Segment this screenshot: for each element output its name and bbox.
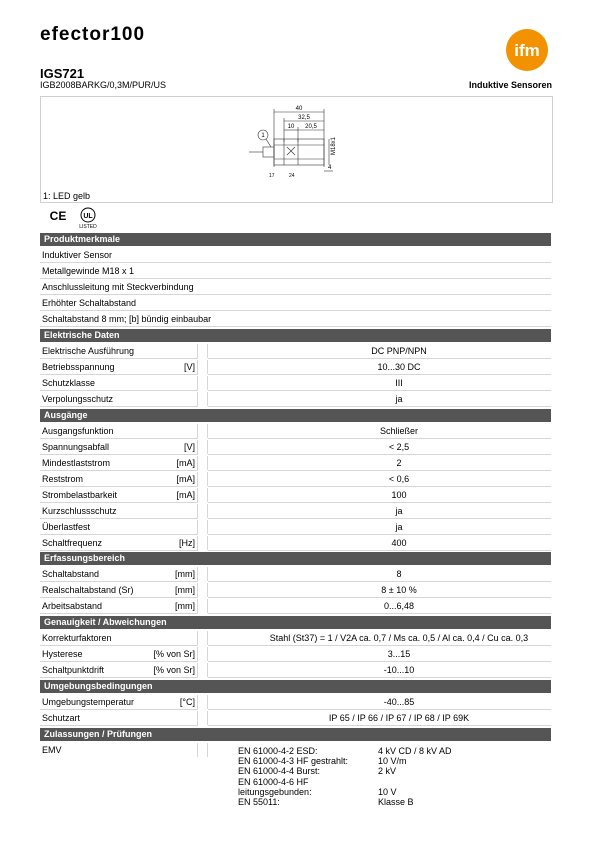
page-title: IGS721 [40,66,85,81]
row-label: Spannungsabfall [42,442,110,452]
row-unit: [mA] [176,458,195,468]
row-label: Realschaltabstand (Sr) [42,585,134,595]
row-value: ja [395,394,403,404]
emv-standard: EN 55011: [238,797,280,807]
section-header: Elektrische Daten [40,329,551,342]
row-label: Ausgangsfunktion [42,426,114,436]
table-row [40,391,551,407]
table-row [40,630,551,646]
dim-32-5: 32,5 [298,115,310,121]
row-label: Arbeitsabstand [42,601,103,611]
emv-value: Klasse B [378,797,414,807]
row-label: Schutzklasse [42,378,96,388]
ifm-logo-text: ifm [514,41,540,60]
dim-thread: M18x1 [331,136,337,155]
row-label: Schaltfrequenz [42,538,103,548]
row-value: 8 ± 10 % [381,585,417,595]
row-value: 2 [396,458,402,468]
table-row [40,311,551,327]
table-row [40,582,551,598]
row-unit: [V] [183,362,195,372]
dim-10: 10 [287,124,295,130]
emv-value: 10 V/m [378,756,407,767]
row-unit: [V] [183,442,195,452]
row-label: Reststrom [42,474,84,484]
row-unit: [mm] [175,585,195,595]
row-value: < 0,6 [388,474,410,484]
table-row [40,471,551,487]
row-label: Schutzart [42,713,81,723]
row-label: Überlastfest [42,522,91,532]
table-row [40,263,551,279]
table-row [40,598,551,614]
emv-standard: EN 61000-4-4 Burst: [238,766,321,777]
table-row [40,439,551,455]
table-row [40,566,551,582]
row-label: Elektrische Ausführung [42,346,135,356]
row-label: Strombelastbarkeit [42,490,118,500]
row-value: III [395,378,403,388]
emv-standard: EN 61000-4-6 HF [238,776,309,787]
row-unit: [°C] [179,697,195,707]
table-row [40,247,551,263]
section-header: Ausgänge [40,409,551,422]
ifm-logo [502,28,552,72]
wrench-24: 24 [289,173,295,179]
row-unit: [mA] [176,474,195,484]
row-value: Stahl (St37) = 1 / V2A ca. 0,7 / Ms ca. 0,5 / Al ca. 0,4 / Cu ca. 0,3 [269,633,529,643]
row-label: Erhöhter Schaltabstand [42,298,137,308]
dim-40: 40 [295,106,303,112]
row-unit: [% von Sr] [153,649,195,659]
table-row [40,359,551,375]
row-value: DC PNP/NPN [371,346,427,356]
product-category: Induktive Sensoren [468,80,552,90]
row-label: Umgebungstemperatur [42,697,135,707]
ul-listed-text: LISTED [79,224,97,230]
row-label: Schaltabstand [42,569,100,579]
section-header: Umgebungsbedingungen [40,680,551,693]
table-row [40,694,551,710]
ul-listed-mark [72,206,106,230]
row-label: Metallgewinde M18 x 1 [42,266,135,276]
table-row [40,375,551,391]
row-label: Korrekturfaktoren [42,633,112,643]
row-unit: [mA] [176,490,195,500]
row-value: 100 [391,490,407,500]
emv-standard: EN 61000-4-3 HF gestrahlt: [238,756,349,767]
table-row [40,662,551,678]
section-header: Zulassungen / Prüfungen [40,728,551,741]
emv-value: 10 V [378,786,397,797]
table-row [40,646,551,662]
row-label: EMV [42,745,62,755]
emv-standard: EN 61000-4-2 ESD: [238,746,318,756]
table-row [40,519,551,535]
brand-logo-text: efector100 [40,24,146,45]
row-value: -10...10 [383,665,415,675]
emv-standard: leitungsgebunden: [238,786,312,797]
row-label: Kurzschlussschutz [42,506,117,516]
section-header: Genauigkeit / Abweichungen [40,616,551,629]
table-row [40,279,551,295]
product-description: IGB2008BARKG/0,3M/PUR/US [40,80,167,90]
row-value: ja [395,522,403,532]
wrench-17: 17 [269,173,275,179]
row-label: Anschlussleitung mit Steckverbindung [42,282,194,292]
table-row [40,455,551,471]
table-row [40,487,551,503]
table-row [40,710,551,726]
row-label: Schaltpunktdrift [42,665,105,675]
table-row [40,295,551,311]
row-label: Hysterese [42,649,83,659]
row-value: 8 [396,569,402,579]
dimension-drawing [41,97,552,187]
row-value: ja [395,506,403,516]
callout-led: 1 [261,133,265,139]
emv-value: 4 kV CD / 8 kV AD [378,746,452,756]
row-label: Betriebsspannung [42,362,115,372]
row-unit: [mm] [175,569,195,579]
row-value: 10...30 DC [377,362,421,372]
row-value: 0...6,48 [383,601,415,611]
dim-4: 4 [328,165,332,171]
row-value: 3...15 [387,649,411,659]
row-label: Verpolungsschutz [42,394,114,404]
table-row [40,423,551,439]
row-unit: [% von Sr] [153,665,195,675]
section-header: Erfassungsbereich [40,552,551,565]
dim-20-5: 20,5 [305,124,317,130]
row-value: IP 65 / IP 66 / IP 67 / IP 68 / IP 69K [328,713,470,723]
row-label: Induktiver Sensor [42,250,113,260]
row-unit: [mm] [175,601,195,611]
dimension-drawing-box [40,96,553,203]
row-value: 400 [391,538,407,548]
table-row [40,503,551,519]
row-value: Schließer [379,426,418,436]
row-unit: [Hz] [178,538,195,548]
ce-mark-text: CE [49,209,67,223]
row-label: Mindestlaststrom [42,458,111,468]
emv-value: 2 kV [378,766,397,777]
table-row [40,343,551,359]
drawing-note: 1: LED gelb [43,191,91,201]
table-row [40,535,551,551]
ul-mark-text: UL [83,213,93,220]
row-label: Schaltabstand 8 mm; [b] bündig einbaubar [42,314,212,324]
section-header: Produktmerkmale [40,233,551,246]
row-value: < 2,5 [388,442,410,452]
row-value: -40...85 [383,697,415,707]
ce-mark [48,206,68,230]
